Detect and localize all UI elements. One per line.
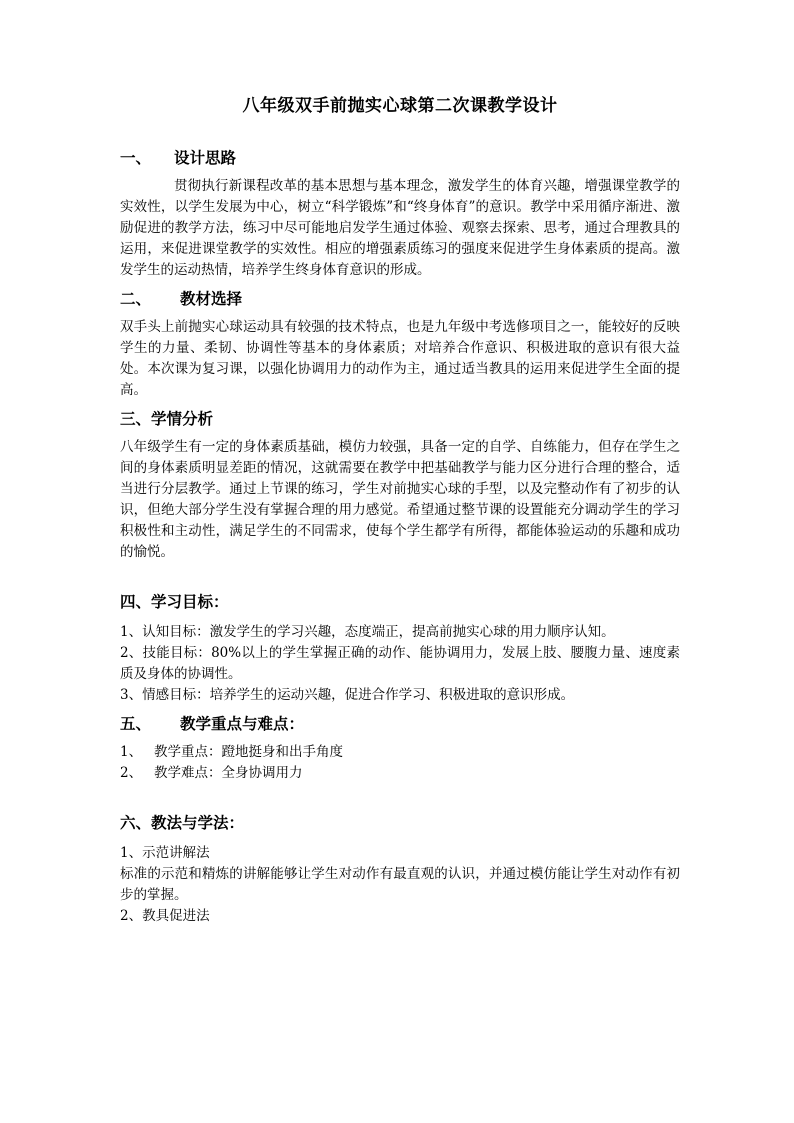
section-heading-5 (120, 712, 680, 736)
section-number: 一、 (120, 148, 152, 167)
list-text: 教学重点：蹬地挺身和出手角度 (154, 744, 343, 760)
section-heading-3 (120, 407, 680, 431)
section-heading-2 (120, 287, 680, 311)
section-title: 学习目标： (151, 592, 229, 611)
list-number: 1、 (120, 744, 143, 760)
list-item (120, 763, 680, 784)
list-number: 2、 (120, 765, 143, 781)
section-title: 设计思路 (174, 148, 237, 167)
section-paragraph: 八年级学生有一定的身体素质基础，模仿力较强，具备一定的自学、自练能力，但存在学生之间的身体素质明显差距的情况，这就需要在教学中把基础教学与能力区分进行合理的整合，适当进行分层教学。通过上节课的练习，学生对前抛实心球的手型，以及完整动作有了初步的认识，但绝大部分学生没有掌握合理的用力感觉。希望通过整节课的设置能充分调动学生的学习积极性和主动性，满足学生的不同需求，使每个学生都学有所得，都能体验运动的乐趣和成功的愉悦。 (120, 439, 680, 560)
section-title: 学情分析 (151, 409, 214, 428)
section-paragraph: 双手头上前抛实心球运动具有较强的技术特点，也是九年级中考选修项目之一，能较好的反映学生的力量、柔韧、协调性等基本的身体素质；对培养合作意识、积极进取的意识有很大益处。本次课为复习课，以强化协调用力的动作为主，通过适当教具的运用来促进学生全面的提高。 (120, 319, 680, 398)
list-text: 教学难点：全身协调用力 (154, 765, 303, 781)
section-heading-1 (120, 146, 680, 170)
section-title: 教材选择 (180, 289, 243, 308)
section-number: 五、 (120, 714, 152, 733)
section-title: 教法与学法： (151, 813, 245, 832)
section-number: 四、 (120, 592, 152, 611)
list-item (120, 742, 680, 763)
list-item: 2、教具促进法 (120, 908, 210, 924)
section-number: 三、 (120, 409, 152, 428)
list-item: 1、示范讲解法 (120, 845, 210, 861)
list-item: 2、技能目标：80%以上的学生掌握正确的动作、能协调用力，发展上肢、腰腹力量、速度素质及身体的协调性。 (120, 645, 680, 682)
section-number: 二、 (120, 289, 152, 308)
list-item: 标准的示范和精炼的讲解能够让学生对动作有最直观的认识，并通过模仿能让学生对动作有初步的掌握。 (120, 866, 680, 903)
list-item: 1、认知目标：激发学生的学习兴趣，态度端正，提高前抛实心球的用力顺序认知。 (120, 624, 615, 640)
section-paragraph: 贯彻执行新课程改革的基本思想与基本理念，激发学生的体育兴趣，增强课堂教学的实效性，以学生发展为中心，树立“科学锻炼”和“终身体育”的意识。教学中采用循序渐进、激励促进的教学方法，练习中尽可能地启发学生通过体验、观察去探索、思考，通过合理教具的运用，来促进课堂教学的实效性。相应的增强素质练习的强度来促进学生身体素质的提高。激发学生的运动热情，培养学生终身体育意识的形成。 (120, 178, 680, 278)
section-heading-4 (120, 590, 680, 614)
document-title: 八年级双手前抛实心球第二次课教学设计 (242, 96, 558, 116)
section-number: 六、 (120, 813, 152, 832)
list-item: 3、情感目标：培养学生的运动兴趣，促进合作学习、积极进取的意识形成。 (120, 687, 575, 703)
section-heading-6 (120, 811, 680, 835)
section-title: 教学重点与难点： (180, 714, 305, 733)
document-page (120, 94, 680, 927)
